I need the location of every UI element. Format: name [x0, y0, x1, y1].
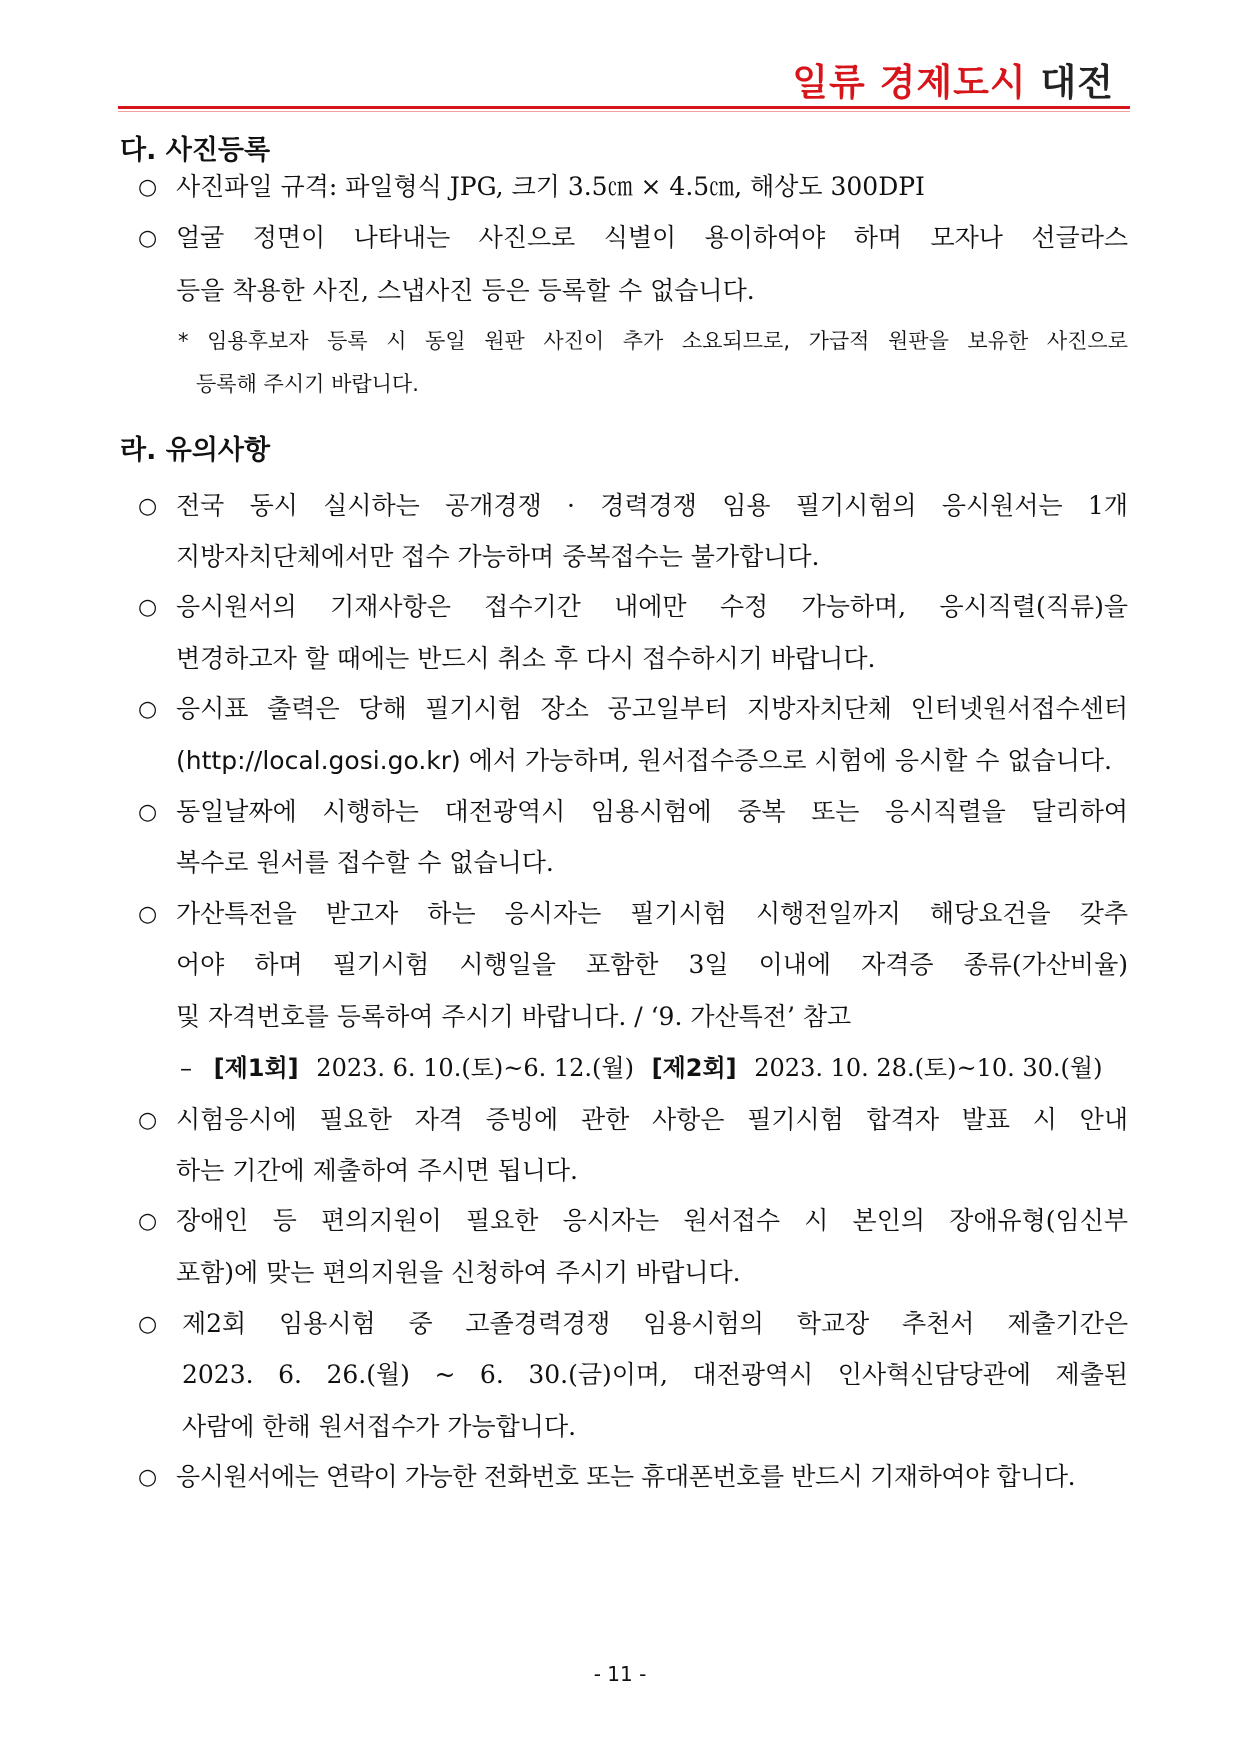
- notice-item-5-line-1: 가산특전을 받고자 하는 응시자는 필기시험 시행전일까지 해당요건을 갖추: [176, 899, 1128, 928]
- notice-item-7-line-2: 포함)에 맞는 편의지원을 신청하여 주시기 바랍니다.: [176, 1258, 741, 1287]
- notice-item-6-line-1: 시험응시에 필요한 자격 증빙에 관한 사항은 필기시험 합격자 발표 시 안내: [176, 1105, 1128, 1134]
- notice-item-4-line-2: 복수로 원서를 접수할 수 없습니다.: [176, 848, 554, 877]
- round-2-dates: 2023. 10. 28.(토)~10. 30.(월): [754, 1054, 1103, 1082]
- notice-item-4-line-1: 동일날짜에 시행하는 대전광역시 임용시험에 중복 또는 응시직렬을 달리하여: [176, 797, 1128, 826]
- round-1-label: [제1회]: [213, 1054, 299, 1082]
- bullet-symbol: ○: [138, 1108, 158, 1133]
- notice-item-6-line-2: 하는 기간에 제출하여 주시면 됩니다.: [176, 1156, 578, 1185]
- round-1-dates: 2023. 6. 10.(토)~6. 12.(월): [316, 1054, 634, 1082]
- photo-item-2-line-2: 등을 착용한 사진, 스냅사진 등은 등록할 수 없습니다.: [176, 276, 755, 305]
- notice-item-8-line-1: 제2회 임용시험 중 고졸경력경쟁 임용시험의 학교장 추천서 제출기간은: [182, 1309, 1128, 1338]
- header-brand-dark: 대전: [1040, 61, 1114, 104]
- page-number: - 11 -: [593, 1662, 647, 1686]
- photo-item-1-line-1: 사진파일 규격: 파일형식 JPG, 크기 3.5㎝ × 4.5㎝, 해상도 300DPI: [176, 172, 925, 201]
- bullet-symbol: ○: [138, 494, 158, 519]
- section-heading-notice: 라. 유의사항: [120, 435, 271, 466]
- header-rule: [118, 106, 1130, 109]
- bullet-symbol: ○: [138, 1465, 158, 1490]
- schedule-dash: –: [180, 1054, 192, 1082]
- bonus-schedule: [180, 1056, 1102, 1080]
- bullet-symbol: ○: [138, 800, 158, 825]
- bullet-symbol: ○: [138, 697, 158, 722]
- notice-item-8-line-3: 사람에 한해 원서접수가 가능합니다.: [182, 1412, 577, 1441]
- section-heading-photo: 다. 사진등록: [120, 135, 271, 166]
- notice-item-2-line-1: 응시원서의 기재사항은 접수기간 내에만 수정 가능하며, 응시직렬(직류)을: [176, 592, 1128, 621]
- bullet-symbol: ○: [138, 226, 158, 251]
- bullet-symbol: ○: [138, 1312, 158, 1337]
- notice-item-3-line-2: [176, 748, 1128, 773]
- header-brand-red: 일류 경제도시: [792, 61, 1027, 104]
- notice-item-1-line-2: 지방자치단체에서만 접수 가능하며 중복접수는 불가합니다.: [176, 542, 820, 571]
- round-2-label: [제2회]: [651, 1054, 737, 1082]
- header-brand: [792, 61, 1114, 104]
- notice-item-1-line-1: 전국 동시 실시하는 공개경쟁 · 경력경쟁 임용 필기시험의 응시원서는 1개: [176, 491, 1128, 520]
- notice-item-7-line-1: 장애인 등 편의지원이 필요한 응시자는 원서접수 시 본인의 장애유형(임신부: [176, 1206, 1128, 1235]
- photo-note-line-1: * 임용후보자 등록 시 동일 원판 사진이 추가 소요되므로, 가급적 원판을 보유한 사진으로: [178, 329, 1128, 353]
- notice-item-5-line-3: 및 자격번호를 등록하여 주시기 바랍니다. / ‘9. 가산특전’ 참고: [176, 1002, 852, 1031]
- bullet-symbol: ○: [138, 175, 158, 200]
- notice-item-9-line-1: 응시원서에는 연락이 가능한 전화번호 또는 휴대폰번호를 반드시 기재하여야 합니다.: [176, 1462, 1076, 1491]
- bullet-symbol: ○: [138, 1209, 158, 1234]
- notice-item-3-line-2-text: 에서 가능하며, 원서접수증으로 시험에 응시할 수 없습니다.: [468, 746, 1112, 775]
- notice-item-3-line-1: 응시표 출력은 당해 필기시험 장소 공고일부터 지방자치단체 인터넷원서접수센터: [176, 694, 1128, 723]
- notice-item-2-line-2: 변경하고자 할 때에는 반드시 취소 후 다시 접수하시기 바랍니다.: [176, 644, 876, 673]
- notice-item-5-line-2: 어야 하며 필기시험 시행일을 포함한 3일 이내에 자격증 종류(가산비율): [176, 950, 1128, 979]
- bullet-symbol: ○: [138, 902, 158, 927]
- photo-note-line-2: 등록해 주시기 바랍니다.: [196, 372, 419, 396]
- photo-item-2-line-1: 얼굴 정면이 나타내는 사진으로 식별이 용이하여야 하며 모자나 선글라스: [176, 223, 1128, 252]
- bullet-symbol: ○: [138, 595, 158, 620]
- gosi-url-link[interactable]: (http://local.gosi.go.kr): [176, 746, 461, 775]
- notice-item-8-line-2: 2023. 6. 26.(월) ~ 6. 30.(금)이며, 대전광역시 인사혁신담당관에 제출된: [182, 1360, 1128, 1389]
